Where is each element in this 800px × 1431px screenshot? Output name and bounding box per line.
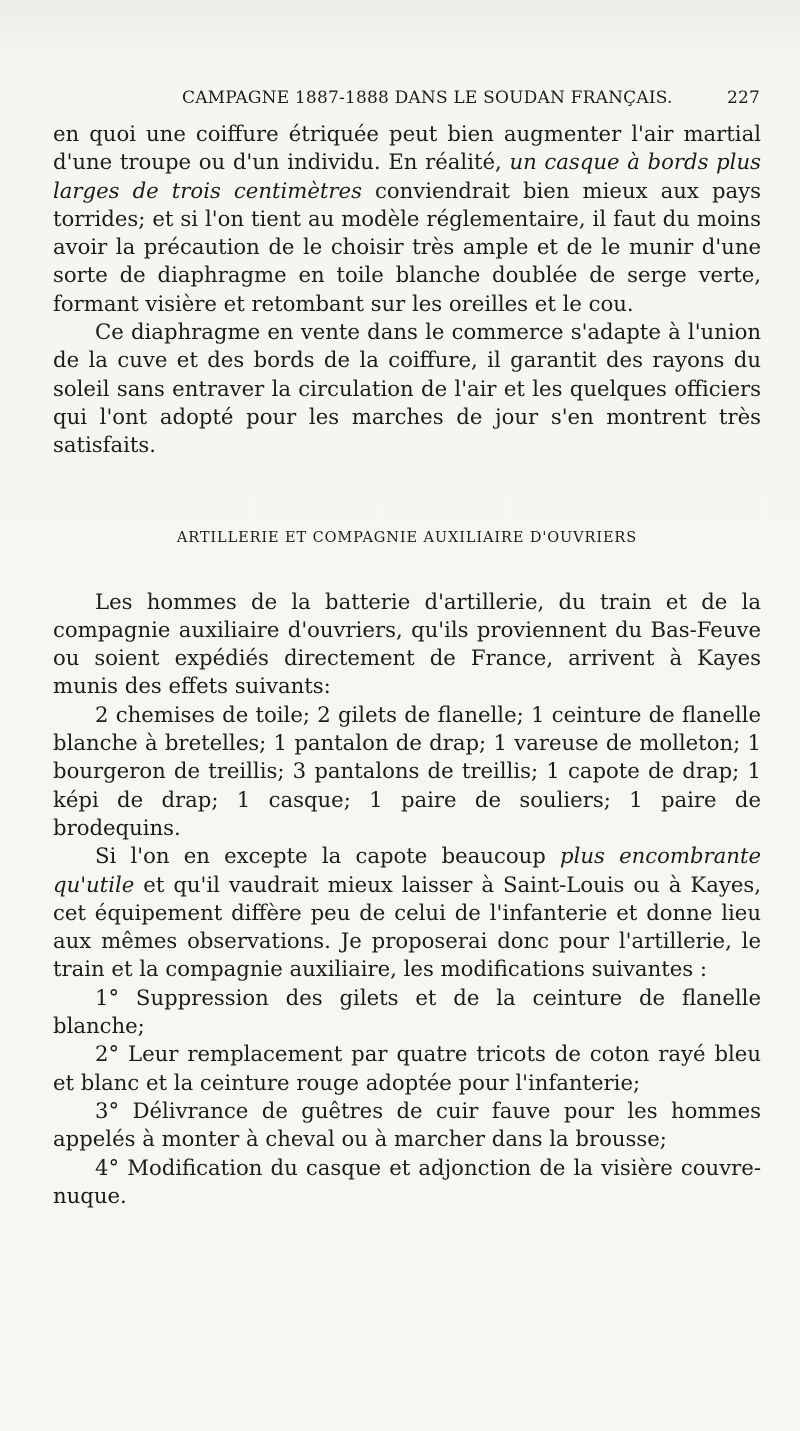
page-body — [53, 120, 761, 1210]
paragraph-text: conviendrait bien mieux aux pays torrides; et si l'on tient au modèle réglementaire, il faut du moins avoir la précaution de le choisir très ample et de le munir d'une sorte de diaphragme en toile blanche doublée de serge verte, formant visière et retombant sur les oreilles et le cou. — [53, 177, 761, 316]
paragraph-capote — [53, 842, 761, 983]
paragraph-effets: 2 chemises de toile; 2 gilets de flanelle; 1 ceinture de flanelle blanche à bretelles; 1 pantalon de drap; 1 vareuse de molleton; 1 bourgeron de treillis; 3 pantalons de treillis; 1 capote de drap; 1 képi de drap; 1 casque; 1 paire de souliers; 1 paire de brodequins. — [53, 701, 761, 840]
list-item: 3° Délivrance de guêtres de cuir fauve pour les hommes appelés à monter à cheval ou à marcher dans la brousse; — [53, 1097, 761, 1152]
paragraph-hommes: Les hommes de la batterie d'artillerie, du train et de la compagnie auxiliaire d'ouvriers, qu'ils proviennent du Bas-Feuve ou soient expédiés directement de France, arrivent à Kayes munis des effets suivants: — [53, 588, 761, 699]
paragraph-text: Si l'on en excepte la capote beaucoup — [95, 843, 560, 869]
list-item: 1° Suppression des gilets et de la ceinture de flanelle blanche; — [53, 984, 761, 1039]
italic-phrase: plus encombrante qu'utile — [53, 843, 761, 897]
page-number: 227 — [726, 88, 760, 108]
paragraph-continuation — [53, 120, 761, 318]
page-header — [100, 88, 760, 112]
list-item: 2° Leur remplacement par quatre tricots de coton rayé bleu et blanc et la ceinture rouge adoptée pour l'infanterie; — [53, 1041, 761, 1095]
section-title: ARTILLERIE ET COMPAGNIE AUXILIAIRE D'OUVRIERS — [176, 529, 638, 546]
italic-phrase: un casque à bords plus larges de trois centimètres — [53, 149, 761, 203]
list-item: 4° Modification du casque et adjonction de la visière couvre-nuque. — [53, 1154, 761, 1208]
running-head: CAMPAGNE 1887-1888 DANS LE SOUDAN FRANÇAIS. — [182, 88, 673, 108]
paragraph-text: en quoi une coiffure étriquée peut bien augmenter l'air martial d'une troupe ou d'un individu. En réalité, — [53, 121, 761, 175]
paragraph-diaphragme: Ce diaphragme en vente dans le commerce s'adapte à l'union de la cuve et des bords de la coiffure, il garantit des rayons du soleil sans entraver la circulation de l'air et les quelques officiers qui l'ont adopté pour les marches de jour s'en montrent très satisfaits. — [53, 319, 761, 458]
paragraph-text: et qu'il vaudrait mieux laisser à Saint-Louis ou à Kayes, cet équipement diffère peu de celui de l'infanterie et donne lieu aux mêmes observations. Je proposerai donc pour l'artillerie, le train et la compagnie auxiliaire, les modifications suivantes : — [53, 871, 761, 982]
